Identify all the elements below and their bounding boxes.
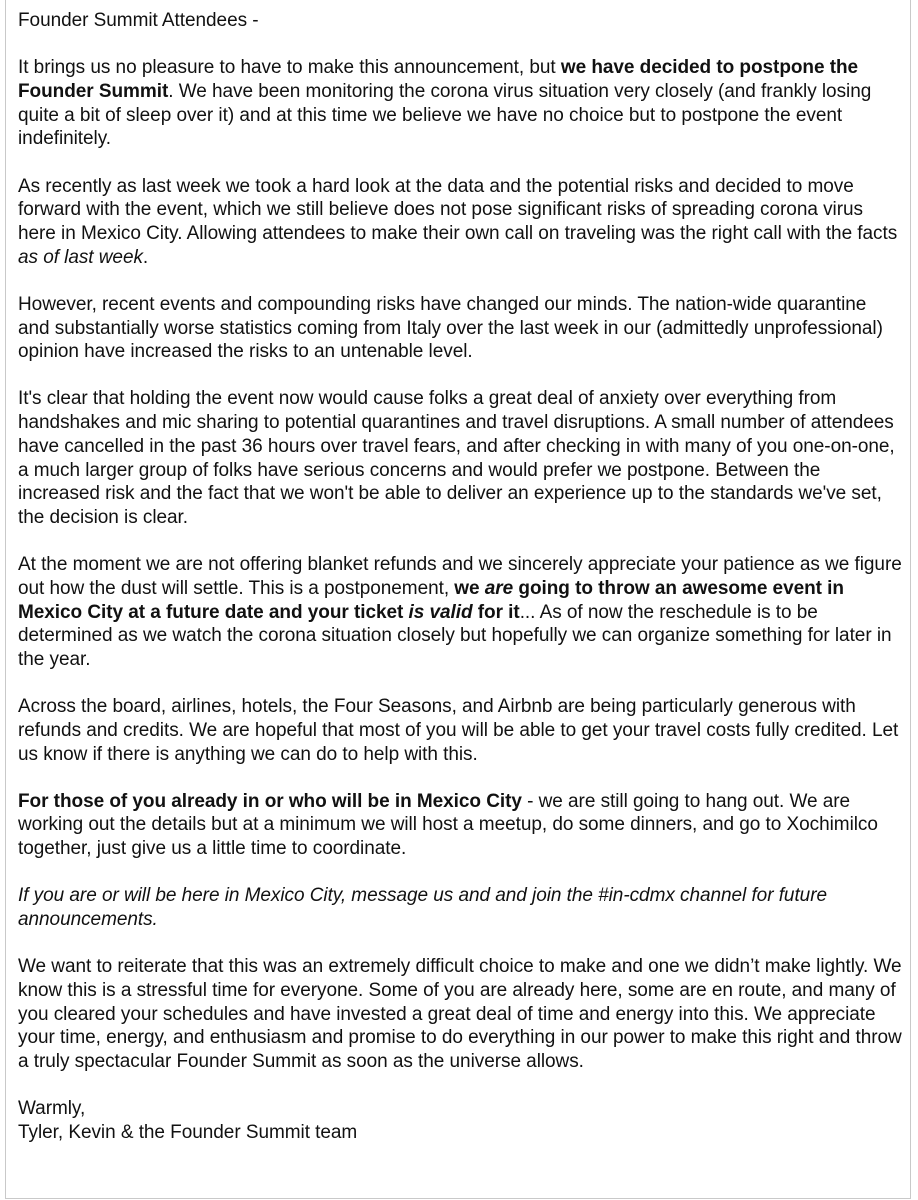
bold-segment: For those of you already in or who will be in Mexico City: [18, 790, 522, 812]
signature: Tyler, Kevin & the Founder Summit team: [18, 1122, 358, 1144]
paragraph-changed-minds: However, recent events and compounding risks have changed our minds. The nation-wide quarantine and substantially worse statistics coming from Italy over the last week in our (admittedly unprofessional) opinion have increased the risks to an untenable level.: [18, 293, 883, 363]
bold-segment: going to throw an awesome event in Mexico City at a future date and your ticket: [18, 577, 844, 623]
italic-segment: If you are or will be here in Mexico City, message us and and join the #in-cdmx channel for future announcements.: [18, 885, 827, 931]
paragraph-postponement-announcement: [18, 56, 903, 151]
greeting: Founder Summit Attendees -: [18, 10, 259, 31]
paragraph-last-week: [18, 175, 903, 270]
email-body: [18, 9, 903, 1145]
bold-segment: for it: [472, 601, 520, 623]
text-segment: - we are still going to hang out. We are working out the details but at a minimum we will host a meetup, do some dinners, and go to Xochimilco together, just give us a little time to coordinate.: [18, 790, 878, 860]
paragraph-mexico-city-meetup: [18, 790, 903, 861]
text-segment: It brings us no pleasure to have to make this announcement, but: [18, 57, 561, 79]
paragraph-travel-credits: Across the board, airlines, hotels, the Four Seasons, and Airbnb are being particularly generous with refunds and credits. We are hopeful that most of you will be able to get your travel costs fully credited. Let us know if there is anything we can do to help with this.: [18, 696, 899, 765]
signoff: Warmly,: [18, 1098, 86, 1120]
bold-italic-segment: [409, 602, 473, 623]
paragraph-refunds-ticket: [18, 553, 903, 672]
text-segment: ... As of now the reschedule is to be determined as we watch the corona situation closely but hopefully we can organize something for later in the year.: [18, 601, 892, 670]
bold-segment: we: [454, 577, 485, 599]
paragraph-reiterate: We want to reiterate that this was an extremely difficult choice to make and one we didn’t make lightly. We know this is a stressful time for everyone. Some of you are already here, some are en route, and many of you cleared your schedules and have invested a great deal of time and energy into this. We appreciate your time, energy, and enthusiasm and promise to do everything in our power to make this right and throw a truly spectacular Founder Summit as soon as the universe allows.: [18, 956, 902, 1073]
bold-italic-segment: [485, 578, 513, 599]
paragraph-decision-clear: It's clear that holding the event now would cause folks a great deal of anxiety over everything from handshakes and mic sharing to potential quarantines and travel disruptions. A small number of attendees have cancelled in the past 36 hours over travel fears, and after checking in with many of you one-on-one, a much larger group of folks have serious concerns and would prefer we postpone. Between the increased risk and the fact that we won't be able to deliver an experience up to the standards we've set, the decision is clear.: [18, 388, 895, 528]
bold-segment: we have decided to postpone the Founder Summit: [18, 57, 859, 102]
bold-italic-text: are: [484, 577, 514, 599]
bold-italic-text: is valid: [408, 601, 473, 623]
paragraph-in-cdmx-channel: [18, 884, 903, 931]
text-segment: . We have been monitoring the corona virus situation very closely (and frankly losing quite a bit of sleep over it) and at this time we believe we have no choice but to postpone the event indefinitely.: [18, 80, 872, 150]
text-segment: As recently as last week we took a hard look at the data and the potential risks and decided to move forward with the event, which we still believe does not pose significant risks of spreading corona virus here in Mexico City. Allowing attendees to make their own call on traveling was the right call with the facts: [18, 175, 898, 244]
italic-segment: as of last week: [18, 246, 143, 268]
text-segment: .: [142, 246, 149, 268]
text-segment: At the moment we are not offering blanket refunds and we sincerely appreciate your patience as we figure out how the dust will settle. This is a postponement,: [18, 554, 902, 599]
